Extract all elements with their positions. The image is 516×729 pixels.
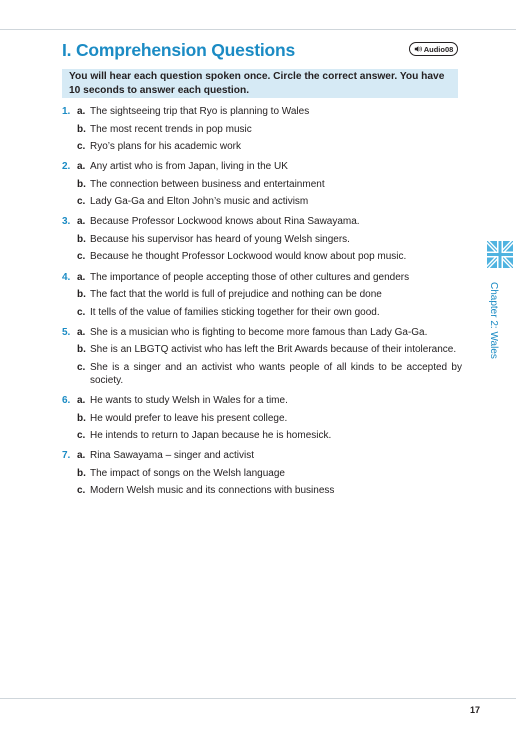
- audio-badge[interactable]: [409, 42, 458, 56]
- option-letter: b.: [77, 412, 86, 424]
- option-text: Because his supervisor has heard of young Welsh singers.: [90, 233, 350, 245]
- option-1b[interactable]: [62, 123, 462, 136]
- question-list: [62, 105, 462, 505]
- bottom-rule: [0, 698, 516, 699]
- audio-label: Audio08: [423, 44, 454, 54]
- question-number: 2.: [62, 161, 71, 173]
- option-text: She is an LBGTQ activist who has left the Brit Awards because of their intolerance.: [90, 344, 457, 356]
- question-6: [62, 394, 462, 442]
- option-text: The fact that the world is full of prejudice and nothing can be done: [90, 289, 382, 301]
- option-text: It tells of the value of families sticking together for their own good.: [90, 306, 380, 318]
- option-letter: a.: [77, 326, 86, 338]
- question-5: [62, 326, 462, 387]
- option-text: The impact of songs on the Welsh language: [90, 467, 285, 479]
- option-text: Modern Welsh music and its connections with business: [90, 485, 335, 497]
- option-letter: a.: [77, 395, 86, 407]
- option-6c[interactable]: [62, 429, 462, 442]
- option-3a[interactable]: [62, 215, 462, 228]
- option-3c[interactable]: [62, 250, 462, 263]
- option-text: Rina Sawayama – singer and activist: [90, 450, 254, 462]
- option-text: Because he thought Professor Lockwood would know about pop music.: [90, 251, 407, 263]
- option-letter: b.: [77, 233, 86, 245]
- option-5b[interactable]: [62, 343, 462, 356]
- question-1: [62, 105, 462, 153]
- option-1a[interactable]: [62, 105, 462, 118]
- question-3: [62, 215, 462, 263]
- option-letter: a.: [77, 161, 86, 173]
- option-letter: c.: [77, 251, 86, 263]
- instructions: You will hear each question spoken once. Circle the correct answer. You have 10 seconds to answer each question.: [62, 69, 458, 98]
- option-letter: b.: [77, 178, 86, 190]
- option-2b[interactable]: [62, 178, 462, 191]
- option-text: She is a musician who is fighting to become more famous than Lady Ga-Ga.: [90, 326, 428, 338]
- option-4a[interactable]: [62, 271, 462, 284]
- option-7c[interactable]: [62, 484, 462, 497]
- option-letter: b.: [77, 344, 86, 356]
- option-letter: a.: [77, 216, 86, 228]
- option-letter: b.: [77, 123, 86, 135]
- option-letter: a.: [77, 106, 86, 117]
- speaker-icon: [414, 45, 422, 53]
- option-text: Ryo’s plans for his academic work: [90, 141, 241, 152]
- option-2c[interactable]: [62, 195, 462, 208]
- option-letter: c.: [77, 141, 86, 152]
- question-number: 5.: [62, 326, 71, 338]
- option-text: Any artist who is from Japan, living in the UK: [90, 161, 288, 173]
- option-text: The sightseeing trip that Ryo is planning to Wales: [90, 106, 310, 117]
- page-number: 17: [470, 705, 481, 715]
- option-2a[interactable]: [62, 160, 462, 173]
- option-4c[interactable]: [62, 306, 462, 319]
- option-text: He would prefer to leave his present college.: [90, 412, 288, 424]
- option-5a[interactable]: [62, 326, 462, 339]
- chapter-tab: Chapter 2: Wales: [488, 282, 499, 359]
- option-letter: c.: [77, 196, 86, 208]
- option-letter: a.: [77, 450, 86, 462]
- question-4: [62, 271, 462, 319]
- option-7b[interactable]: [62, 467, 462, 480]
- option-letter: c.: [77, 430, 86, 442]
- question-number: 3.: [62, 216, 71, 228]
- option-text: He intends to return to Japan because he is homesick.: [90, 430, 332, 442]
- option-letter: c.: [77, 306, 86, 318]
- option-text: The connection between business and entertainment: [90, 178, 325, 190]
- option-text: She is a singer and an activist who wants people of all kinds to be accepted by society.: [90, 361, 462, 387]
- option-1c[interactable]: [62, 140, 462, 153]
- section-title: I. Comprehension Questions: [62, 40, 296, 60]
- option-7a[interactable]: [62, 449, 462, 462]
- question-2: [62, 160, 462, 208]
- option-text: The most recent trends in pop music: [90, 123, 252, 135]
- question-7: [62, 449, 462, 497]
- option-letter: c.: [77, 485, 86, 497]
- option-text: The importance of people accepting those of other cultures and genders: [90, 271, 410, 283]
- option-6b[interactable]: [62, 412, 462, 425]
- option-letter: a.: [77, 271, 86, 283]
- question-number: 4.: [62, 271, 71, 283]
- option-4b[interactable]: [62, 288, 462, 301]
- option-6a[interactable]: [62, 394, 462, 407]
- top-rule: [0, 29, 516, 30]
- option-3b[interactable]: [62, 233, 462, 246]
- option-letter: b.: [77, 289, 86, 301]
- question-number: 1.: [62, 106, 71, 117]
- option-text: Because Professor Lockwood knows about Rina Sawayama.: [90, 216, 360, 228]
- question-number: 6.: [62, 395, 71, 407]
- option-text: He wants to study Welsh in Wales for a time.: [90, 395, 288, 407]
- option-text: Lady Ga-Ga and Elton John’s music and activism: [90, 196, 309, 208]
- question-number: 7.: [62, 450, 71, 462]
- option-letter: c.: [77, 361, 86, 373]
- option-letter: b.: [77, 467, 86, 479]
- option-5c[interactable]: [62, 361, 462, 387]
- union-jack-flag-icon: [487, 241, 513, 268]
